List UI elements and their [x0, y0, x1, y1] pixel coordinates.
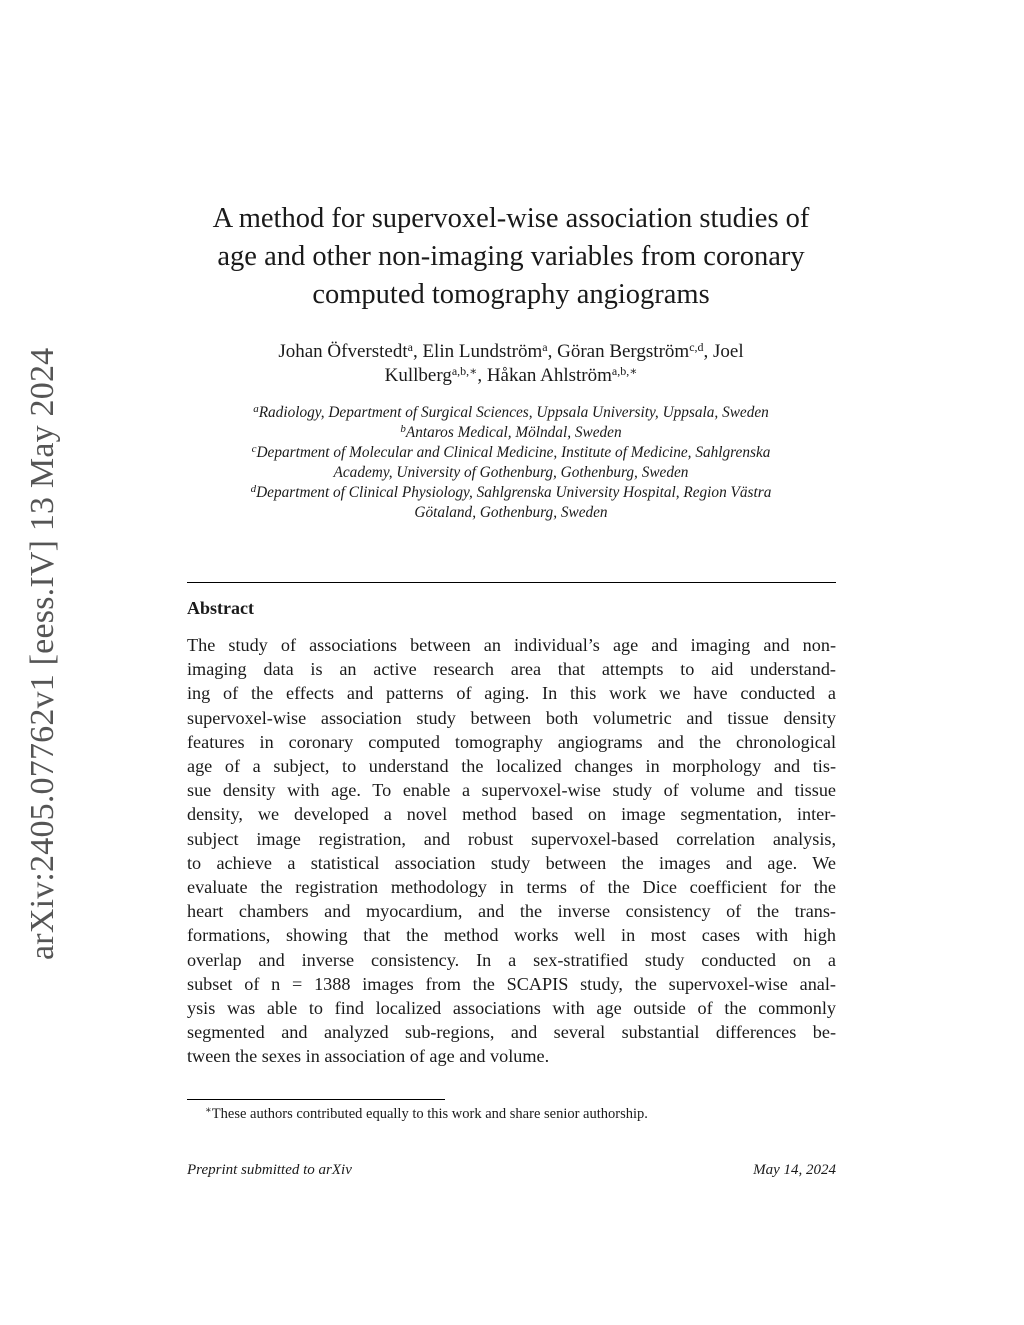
affiliation-text: Department of Molecular and Clinical Medicine, Institute of Medicine, Sahlgrenska [256, 444, 771, 461]
abstract-line: evaluate the registration methodology in terms of the Dice coefficient for the [187, 877, 836, 898]
abstract-line: features in coronary computed tomography angiograms and the chronological [187, 731, 836, 752]
footnote-rule [187, 1099, 445, 1100]
abstract-line: tween the sexes in association of age and volume. [187, 1046, 550, 1067]
affiliation-mark: c [251, 443, 257, 455]
footnote-mark: ∗ [205, 1105, 212, 1116]
title-line: computed tomography angiograms [312, 279, 710, 310]
affiliation-text: Department of Clinical Physiology, Sahlgrenska University Hospital, Region Västra [256, 484, 772, 501]
affiliation-line [150, 423, 872, 443]
author-affiliation-mark: a [542, 340, 548, 354]
abstract-line: age of a subject, to understand the localized changes in morphology and tis- [187, 756, 836, 777]
abstract-line: The study of associations between an individual’s age and imaging and non- [187, 635, 836, 655]
author-separator: , [703, 341, 714, 362]
footnote-text: These authors contributed equally to this work and share senior authorship. [211, 1106, 648, 1122]
abstract-line: subject image registration, and robust supervoxel-based correlation analysis, [187, 828, 836, 849]
preprint-note: Preprint submitted to arXiv [187, 1162, 352, 1178]
author-name: Göran Bergström [557, 341, 690, 362]
affiliation-text: Götaland, Gothenburg, Sweden [414, 504, 608, 521]
abstract-line: heart chambers and myocardium, and the inverse consistency of the trans- [187, 901, 836, 922]
affiliation-text: Academy, University of Gothenburg, Gothenburg, Sweden [333, 464, 689, 481]
affiliation-line [150, 443, 872, 463]
abstract-line: supervoxel-wise association study between both volumetric and tissue density [187, 707, 836, 728]
affiliation-line [150, 463, 872, 483]
abstract-line: overlap and inverse consistency. In a sex-stratified study conducted on a [187, 949, 836, 970]
arxiv-identifier: arXiv:2405.07762v1 [eess.IV] 13 May 2024 [24, 347, 61, 960]
submission-date: May 14, 2024 [753, 1162, 836, 1178]
author-affiliation-mark: a [407, 340, 413, 354]
abstract-line: to achieve a statistical association study between the images and age. We [187, 852, 836, 873]
abstract-heading: Abstract [187, 598, 254, 618]
author-name: Håkan Ahlström [486, 365, 612, 386]
footnote [205, 1106, 648, 1123]
affiliation-line [150, 483, 872, 503]
abstract-body [187, 633, 836, 1069]
abstract-top-rule [187, 582, 836, 583]
author-affiliation-mark: a,b,∗ [451, 364, 478, 378]
author-separator: , [412, 341, 423, 362]
paper-title [150, 200, 872, 314]
title-line: age and other non-imaging variables from coronary [217, 241, 805, 272]
affiliation-line [150, 403, 872, 423]
abstract-line: ysis was able to find localized associations with age outside of the commonly [187, 998, 836, 1019]
affiliation-text: Antaros Medical, Mölndal, Sweden [405, 424, 622, 441]
author-affiliation-mark: c,d [689, 340, 704, 354]
title-line: A method for supervoxel-wise association studies of [212, 203, 810, 234]
abstract-line: imaging data is an active research area that attempts to aid understand- [187, 659, 836, 680]
author-name: Johan Öfverstedt [278, 341, 408, 362]
author-name: Elin Lundström [422, 341, 543, 362]
affiliation-line [150, 503, 872, 523]
author-name: Joel [713, 341, 744, 362]
abstract-line: formations, showing that the method works well in most cases with high [187, 925, 836, 946]
author-list [150, 340, 872, 388]
abstract-line: sue density with age. To enable a supervoxel-wise study of volume and tissue [187, 780, 836, 801]
affiliation-text: Radiology, Department of Surgical Sciences, Uppsala University, Uppsala, Sweden [258, 404, 769, 421]
affiliation-mark: a [253, 403, 259, 415]
affiliation-mark: b [400, 423, 406, 435]
abstract-line: subset of n = 1388 images from the SCAPIS study, the supervoxel-wise anal- [187, 973, 836, 994]
author-line [150, 340, 872, 364]
author-separator: , [547, 341, 558, 362]
abstract-line: density, we developed a novel method based on image segmentation, inter- [187, 804, 836, 825]
author-line [150, 364, 872, 388]
affiliations [150, 403, 872, 523]
author-name: Kullberg [384, 365, 452, 386]
abstract-line: ing of the effects and patterns of aging. In this work we have conducted a [187, 683, 836, 704]
author-separator: , [477, 365, 487, 386]
author-affiliation-mark: a,b,∗ [611, 364, 638, 378]
abstract-line: segmented and analyzed sub-regions, and several substantial differences be- [187, 1022, 836, 1043]
affiliation-mark: d [250, 483, 257, 495]
